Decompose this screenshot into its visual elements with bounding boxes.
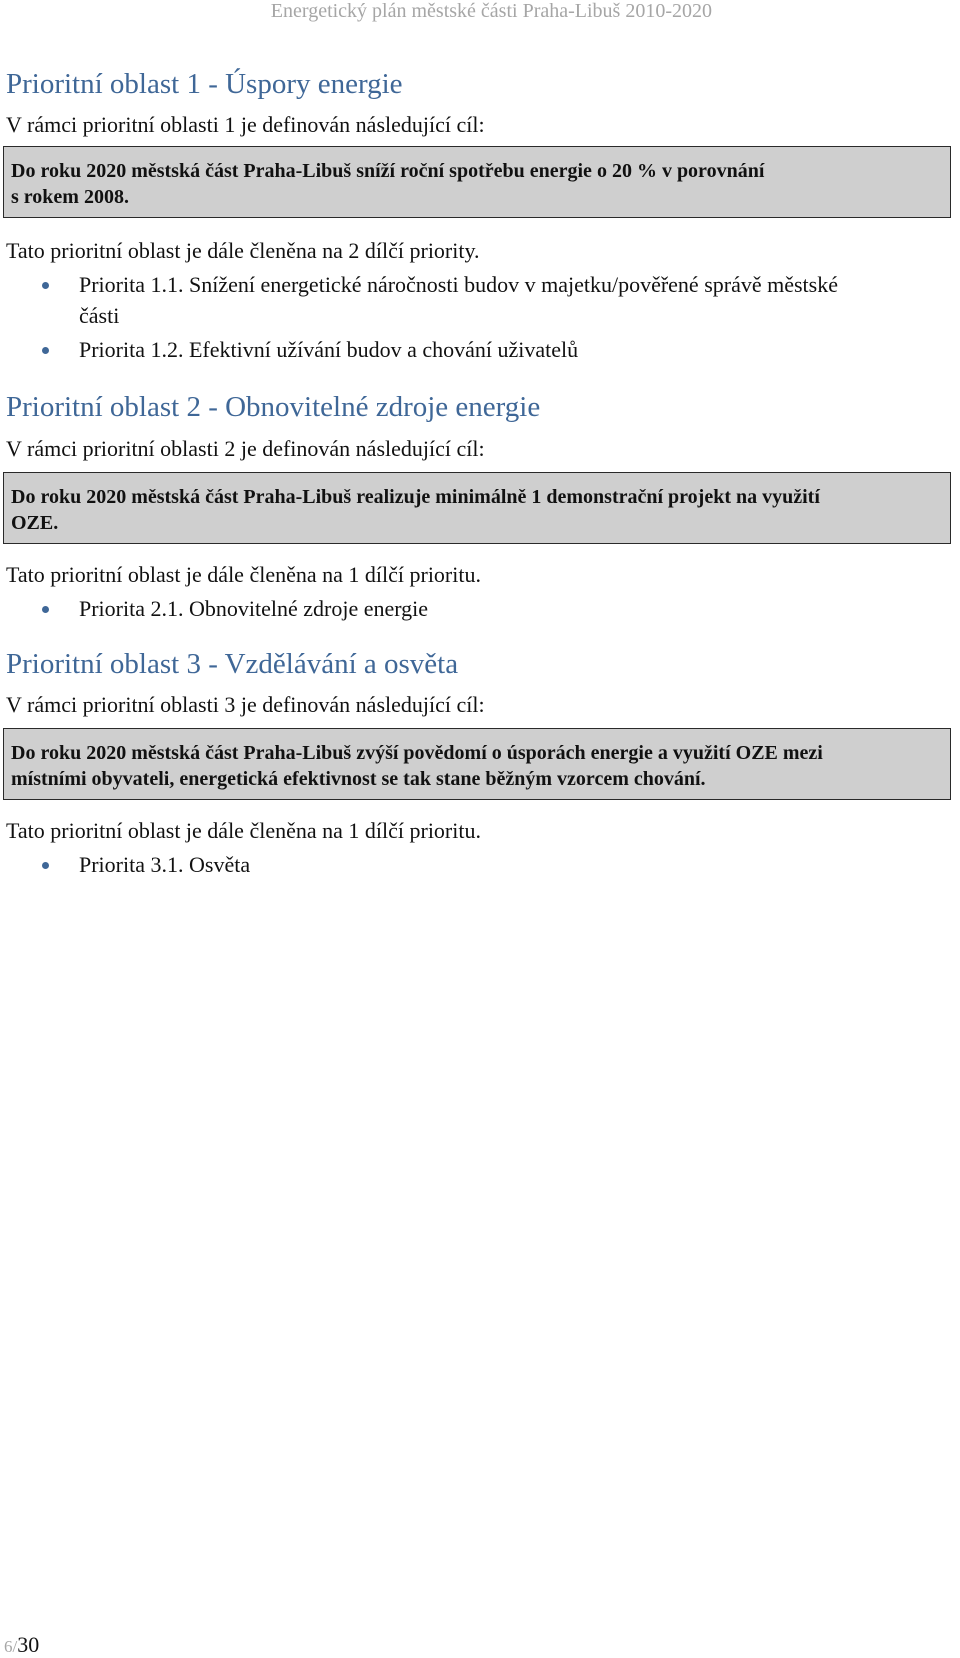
section-intro-2: V rámci prioritní oblasti 2 je definován následující cíl: [6,436,485,461]
goal-line: OZE. [11,512,59,534]
section-heading-2: Prioritní oblast 2 - Obnovitelné zdroje energie [6,391,541,423]
priority-line: části [79,303,120,328]
bullet-icon [42,347,49,354]
running-header: Energetický plán městské části Praha-Libuš 2010-2020 [270,0,712,22]
goal-box-2 [3,472,951,544]
section-heading-1: Prioritní oblast 1 - Úspory energie [6,68,403,100]
page-total: 30 [17,1632,40,1657]
goal-line: Do roku 2020 městská část Praha-Libuš realizuje minimálně 1 demonstrační projekt na využití [11,486,820,508]
priority-line: Priorita 2.1. Obnovitelné zdroje energie [79,596,429,621]
priority-line: Priorita 3.1. Osvěta [79,852,251,877]
priority-text [79,272,959,329]
section-intro-3: V rámci prioritní oblasti 3 je definován následující cíl: [6,692,485,717]
section-subtext-1: Tato prioritní oblast je dále členěna na 2 dílčí priority. [6,238,480,263]
goal-box-3 [3,728,951,800]
priority-text [79,596,959,622]
page-number [4,1634,39,1658]
section-subtext-2: Tato prioritní oblast je dále členěna na 1 dílčí prioritu. [6,562,481,587]
bullet-icon [42,606,49,613]
section-heading-3: Prioritní oblast 3 - Vzdělávání a osvěta [6,648,459,680]
section-subtext-3: Tato prioritní oblast je dále členěna na 1 dílčí prioritu. [6,818,481,843]
goal-box-1 [3,146,951,218]
bullet-icon [42,282,49,289]
goal-line: s rokem 2008. [11,186,129,208]
goal-line: místními obyvateli, energetická efektivnost se tak stane běžným vzorcem chování. [11,768,706,790]
page-current: 6/ [4,1637,18,1656]
section-intro-1: V rámci prioritní oblasti 1 je definován následující cíl: [6,112,485,137]
priority-line: Priorita 1.2. Efektivní užívání budov a chování uživatelů [79,337,579,362]
priority-text [79,852,959,878]
goal-line: Do roku 2020 městská část Praha-Libuš sníží roční spotřebu energie o 20 % v porovnání [11,160,765,182]
bullet-icon [42,862,49,869]
priority-line: Priorita 1.1. Snížení energetické náročnosti budov v majetku/pověřené správě městské [79,272,838,297]
priority-text [79,337,959,363]
goal-line: Do roku 2020 městská část Praha-Libuš zvýší povědomí o úsporách energie a využití OZE mezi [11,742,823,764]
